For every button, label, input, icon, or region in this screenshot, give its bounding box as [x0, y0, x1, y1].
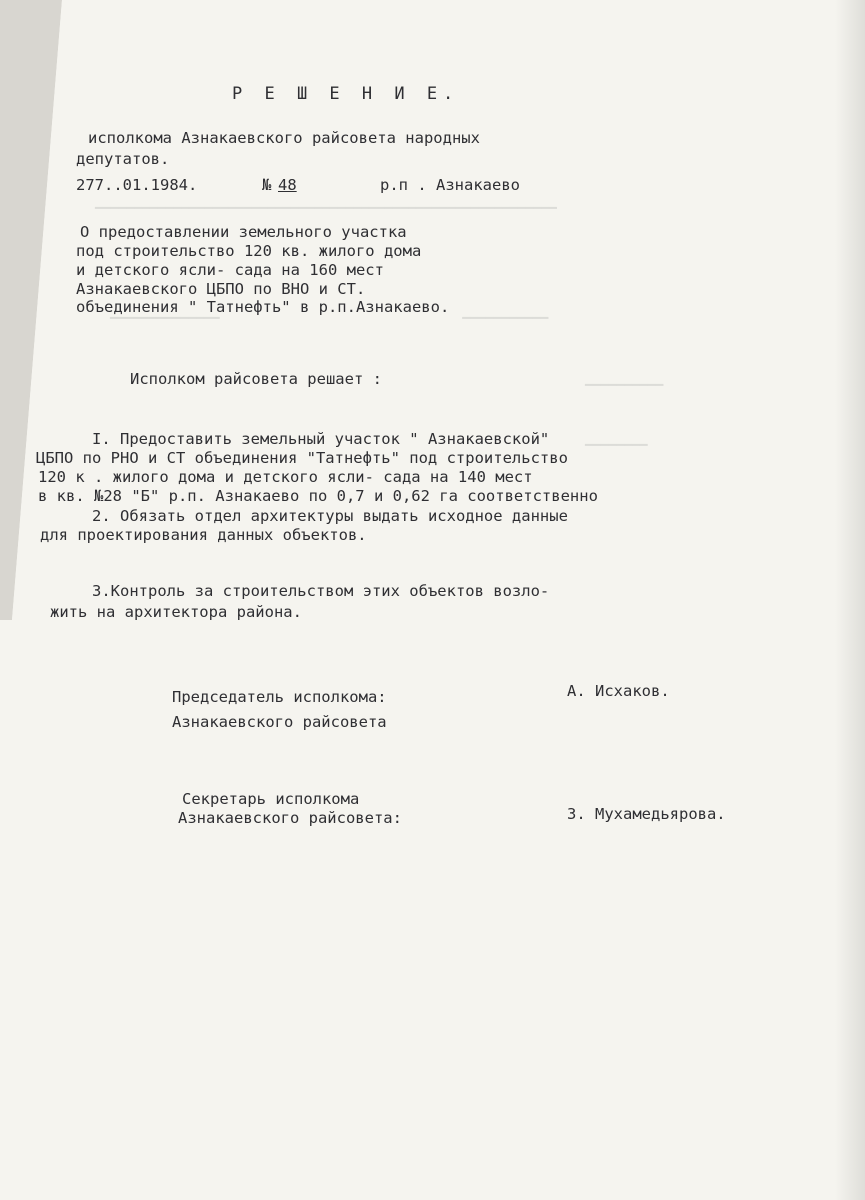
document-place: р.п . Азнакаево	[380, 176, 520, 194]
decision-item-line: 2. Обязать отдел архитектуры выдать исходное данные	[92, 507, 568, 525]
decision-item-line: I. Предоставить земельный участок " Азнакаевской"	[92, 430, 550, 448]
secretary-role: Азнакаевского райсовета:	[178, 809, 402, 827]
decision-item-line: 3.Контроль за строительством этих объектов возло-	[92, 582, 550, 600]
chairman-role: Азнакаевского райсовета	[172, 713, 387, 731]
subject-line: и детского ясли- сада на 160 мест	[76, 261, 384, 279]
page-edge-shadow	[835, 0, 865, 1200]
decision-item-line: жить на архитектора района.	[50, 603, 302, 621]
secretary-name: З. Мухамедьярова.	[567, 805, 726, 823]
subject-line: под строительство 120 кв. жилого дома	[76, 242, 422, 260]
subject-line: объединения " Татнефть" в р.п.Азнакаево.	[76, 298, 450, 316]
decision-item-line: ЦБПО по РНО и СТ объединения "Татнефть" под строительство	[36, 449, 568, 467]
number-prefix: №	[262, 176, 272, 194]
secretary-role: Секретарь исполкома	[182, 790, 360, 808]
chairman-role: Председатель исполкома:	[172, 688, 387, 706]
decision-item-line: для проектирования данных объектов.	[40, 526, 367, 544]
bleed-through-texture: ▔▔▔▔▔▔▔▔▔▔▔▔▔▔ ▔▔▔▔▔▔▔▔▔▔▔	[110, 318, 549, 333]
issuer-line: исполкома Азнакаевского райсовета народных	[88, 129, 480, 147]
decision-item-line: 120 к . жилого дома и детского ясли- сада на 140 мест	[38, 468, 533, 486]
bleed-through-texture: ▔▔▔▔▔▔▔▔▔▔	[585, 385, 664, 400]
document-date: 277..01.1984.	[76, 176, 198, 194]
issuer-line: депутатов.	[76, 150, 170, 168]
bleed-through-texture: ▔▔▔▔▔▔▔▔	[585, 445, 648, 460]
subject-line: О предоставлении земельного участка	[80, 223, 407, 241]
decision-item-line: в кв. №28 "Б" р.п. Азнакаево по 0,7 и 0,62 га соответственно	[38, 487, 598, 505]
document-number: 48	[278, 176, 297, 194]
subject-line: Азнакаевского ЦБПО по ВНО и СТ.	[76, 280, 366, 298]
chairman-name: А. Исхаков.	[567, 682, 670, 700]
document-title: Р Е Ш Е Н И Е.	[232, 84, 460, 104]
decision-intro: Исполком райсовета решает :	[130, 370, 382, 388]
bleed-through-texture: ▔▔▔▔▔▔▔▔▔▔▔▔▔▔▔▔▔▔▔▔▔▔▔▔▔▔▔▔▔▔▔▔▔▔▔▔▔▔▔▔▔▔▔▔▔▔▔▔▔▔▔▔▔▔▔▔▔▔▔	[95, 208, 557, 223]
